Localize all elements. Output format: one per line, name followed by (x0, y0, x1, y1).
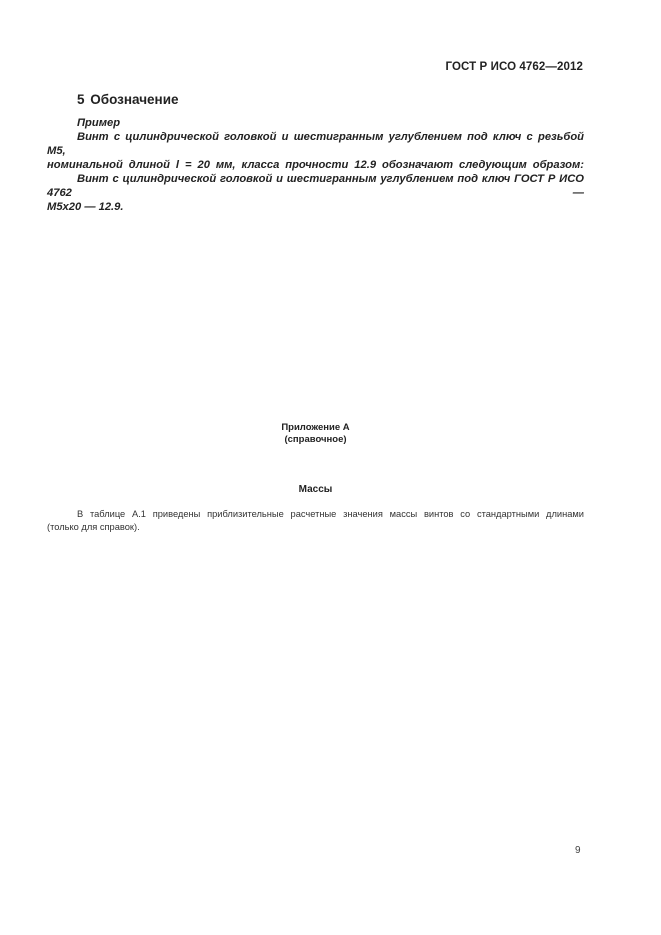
example-label: Пример (77, 117, 121, 129)
appendix-heading (0, 422, 631, 446)
appendix-body-line-1: В таблице А.1 приведены приблизительные расчетные значения массы винтов со стандартными длинами (77, 509, 584, 519)
document-header-id: ГОСТ Р ИСО 4762—2012 (445, 61, 583, 73)
example-paragraph-2-line-2: М5х20 — 12.9. (47, 201, 124, 213)
example-paragraph-2-line-1: Винт с цилиндрической головкой и шестигранным углублением под ключ ГОСТ Р ИСО 4762 — (47, 173, 584, 199)
example-block (47, 116, 584, 214)
page-number: 9 (575, 845, 581, 856)
appendix-section-heading: Массы (298, 484, 333, 495)
example-paragraph-1-line-2: номинальной длиной l = 20 мм, класса прочности 12.9 обозначают следующим образом: (47, 159, 584, 171)
appendix-title: Приложение А (281, 422, 350, 433)
section-title: 5 Обозначение (77, 92, 179, 107)
appendix-body-text (47, 508, 584, 534)
example-paragraph-1-line-1: Винт с цилиндрической головкой и шестигранным углублением под ключ с резьбой М5, (47, 131, 584, 157)
appendix-subtitle: (справочное) (284, 434, 347, 445)
appendix-body-line-2: (только для справок). (47, 522, 140, 532)
